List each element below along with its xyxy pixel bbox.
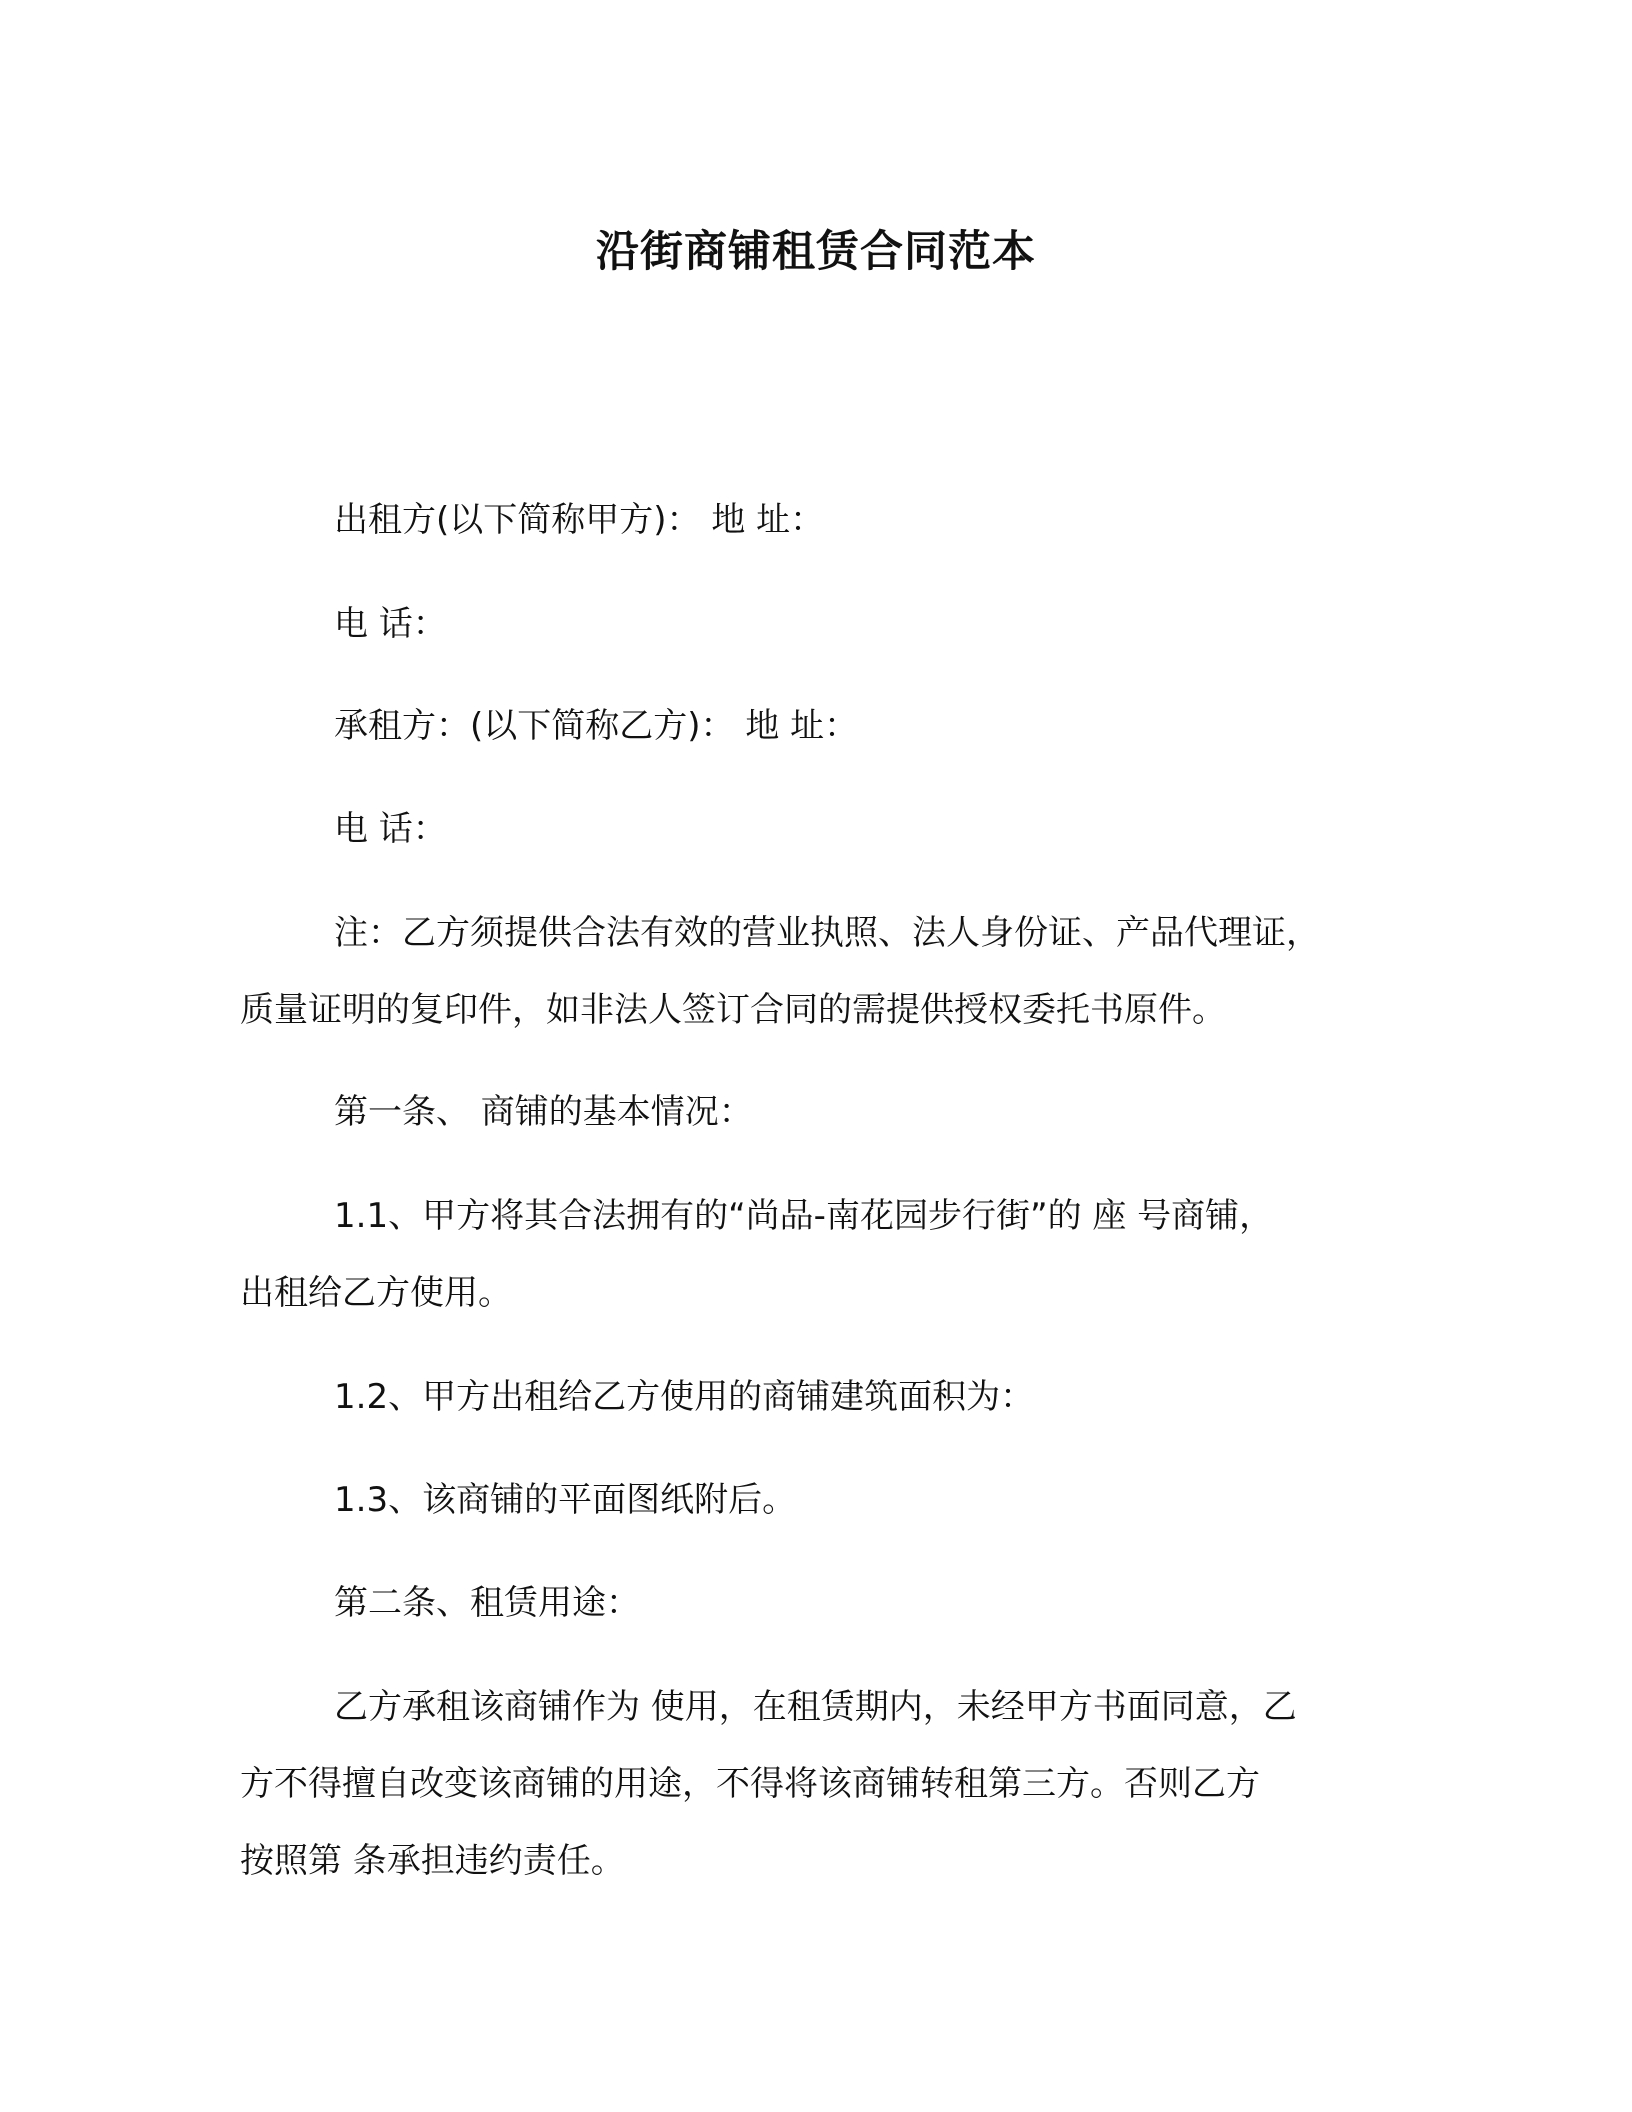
article-2-heading: 第二条、租赁用途： [334, 1583, 640, 1623]
lessor-phone-line: 电 话： [334, 604, 447, 644]
article-2-text-line-1: 乙方承租该商铺作为 使用，在租赁期内，未经甲方书面同意，乙 [334, 1687, 1297, 1727]
clause-1-2: 1.2、甲方出租给乙方使用的商铺建筑面积为： [334, 1377, 1035, 1417]
article-2-text-line-3: 按照第 条承担违约责任。 [240, 1841, 625, 1881]
lessee-line: 承租方：(以下简称乙方)： 地 址： [334, 706, 859, 746]
document-title: 沿街商铺租赁合同范本 [596, 227, 1036, 277]
clause-1-1-line-1: 1.1、甲方将其合法拥有的“尚品-南花园步行街”的 座 号商铺， [334, 1196, 1274, 1236]
clause-1-1-line-2: 出租给乙方使用。 [240, 1273, 512, 1313]
note-line-2: 质量证明的复印件，如非法人签订合同的需提供授权委托书原件。 [240, 990, 1226, 1030]
article-2-text-line-2: 方不得擅自改变该商铺的用途，不得将该商铺转租第三方。否则乙方 [240, 1764, 1260, 1804]
lessor-line: 出租方(以下简称甲方)： 地 址： [334, 500, 825, 540]
lessee-phone-line: 电 话： [334, 809, 447, 849]
clause-1-3: 1.3、该商铺的平面图纸附后。 [334, 1480, 797, 1520]
note-line-1: 注：乙方须提供合法有效的营业执照、法人身份证、产品代理证， [334, 913, 1320, 953]
article-1-heading: 第一条、 商铺的基本情况： [334, 1092, 753, 1132]
